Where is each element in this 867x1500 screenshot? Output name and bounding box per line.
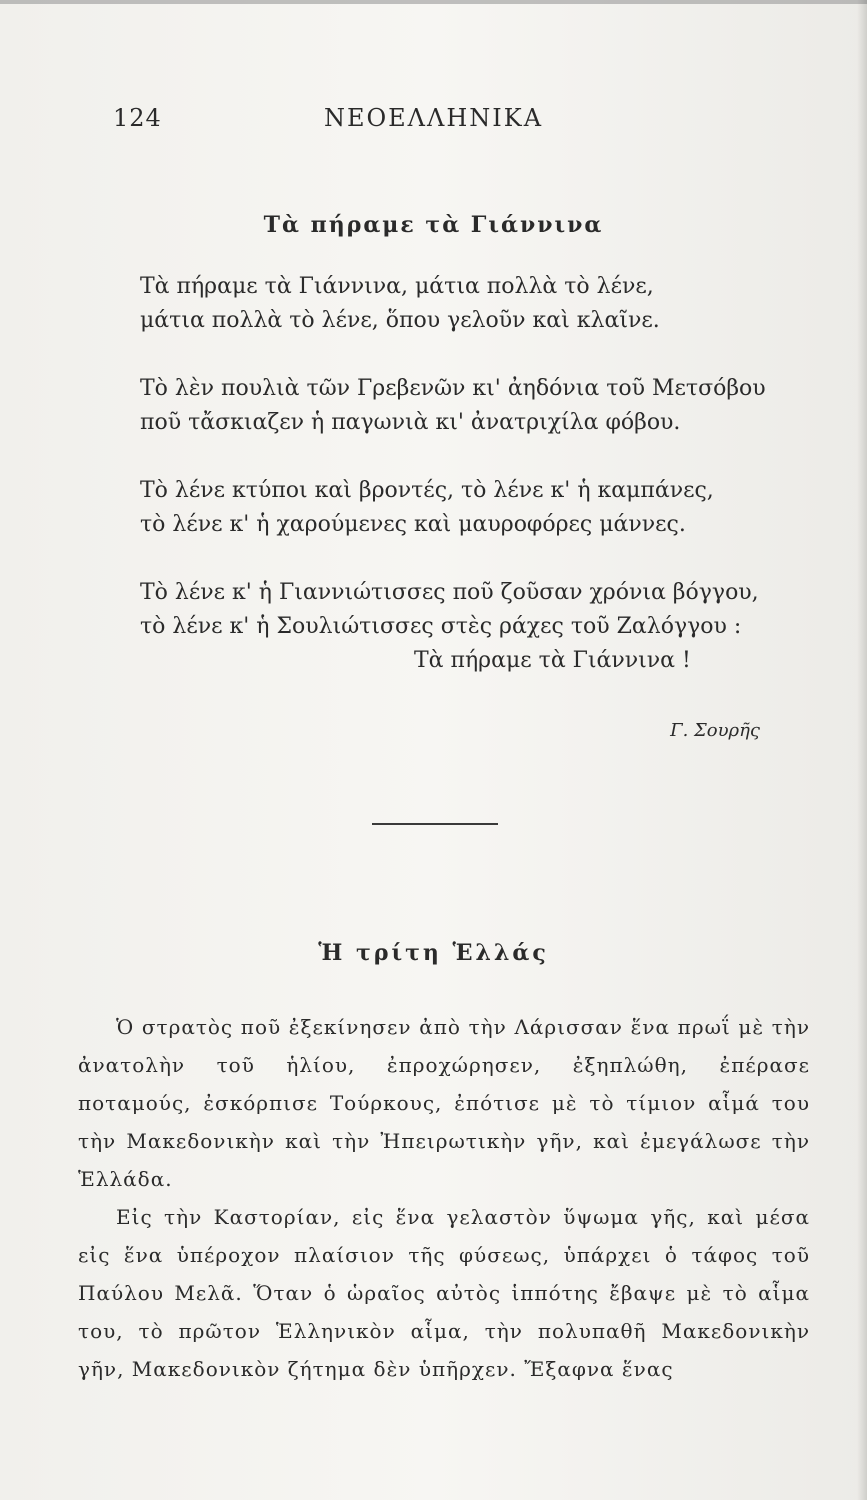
article-paragraph: Εἰς τὴν Καστορίαν, εἰς ἕνα γελαστὸν ὕψωμα γῆς, καὶ μέσα εἰς ἕνα ὑπέροχον πλαίσιον τῆς φύσεως, ὑπάρχει ὁ τάφος τοῦ Παύλου Μελᾶ. Ὅταν ὁ ὡραῖος αὐτὸς ἱππότης ἔβαψε μὲ τὸ αἷμα του, τὸ πρῶτον Ἑλληνικὸν αἷμα, τὴν πολυπαθῆ Μακεδονικὴν γῆν, Μακεδονικὸν ζήτημα δὲν ὑπῆρχεν. Ἔξαφνα ἕνας <box>78 1205 810 1381</box>
article-paragraph: Ὁ στρατὸς ποῦ ἐξεκίνησεν ἀπὸ τὴν Λάρισσαν ἕνα πρωΐ μὲ τὴν ἀνατολὴν τοῦ ἡλίου, ἐπροχώρησεν, ἐξηπλώθη, ἐπέρασε ποταμούς, ἐσκόρπισε Τούρκους, ἐπότισε μὲ τὸ τίμιον αἷμά του τὴν Μακεδονικὴν καὶ τὴν Ἠπειρωτικὴν γῆν, καὶ ἐμεγάλωσε τὴν Ἑλλάδα. <box>78 1015 810 1191</box>
poem-line: τὸ λένε κ' ἡ χαρούμενες καὶ μαυροφόρες μάννες. <box>140 512 686 537</box>
article-title: Ἡ τρίτη Ἑλλάς <box>318 940 549 966</box>
poem-signature: Γ. Σουρῆς <box>670 720 760 741</box>
poem-line: Τὰ πήραμε τὰ Γιάννινα, μάτια πολλὰ τὸ λένε, <box>140 274 654 299</box>
page-header <box>0 104 867 144</box>
poem-stanza <box>140 576 830 678</box>
running-head: ΝΕΟΕΛΛΗΝΙΚΑ <box>323 104 544 132</box>
poem-refrain: Τὰ πήραμε τὰ Γιάννινα ! <box>414 648 691 673</box>
poem-body <box>140 270 830 741</box>
scan-top-edge <box>0 0 867 4</box>
poem-line: Τὸ λένε κτύποι καὶ βροντές, τὸ λένε κ' ἡ καμπάνες, <box>140 478 714 503</box>
poem-title: Τὰ πήραμε τὰ Γιάννινα <box>263 212 604 238</box>
poem-stanza <box>140 372 830 440</box>
page-number: 124 <box>113 104 162 132</box>
poem-line: ποῦ τἄσκιαζεν ἡ παγωνιὰ κι' ἀνατριχίλα φόβου. <box>140 410 681 435</box>
poem-line: Τὸ λένε κ' ἡ Γιαννιώτισσες ποῦ ζοῦσαν χρόνια βόγγου, <box>140 580 759 605</box>
section-divider <box>372 823 498 825</box>
poem-stanza <box>140 474 830 542</box>
poem-line: μάτια πολλὰ τὸ λένε, ὅπου γελοῦν καὶ κλαῖνε. <box>140 308 660 333</box>
article-body <box>78 1008 810 1388</box>
poem-line: τὸ λένε κ' ἡ Σουλιώτισσες στὲς ράχες τοῦ Ζαλόγγου : <box>140 614 742 639</box>
poem-line: Τὸ λὲν πουλιὰ τῶν Γρεβενῶν κι' ἀηδόνια τοῦ Μετσόβου <box>140 376 766 401</box>
poem-stanza <box>140 270 830 338</box>
